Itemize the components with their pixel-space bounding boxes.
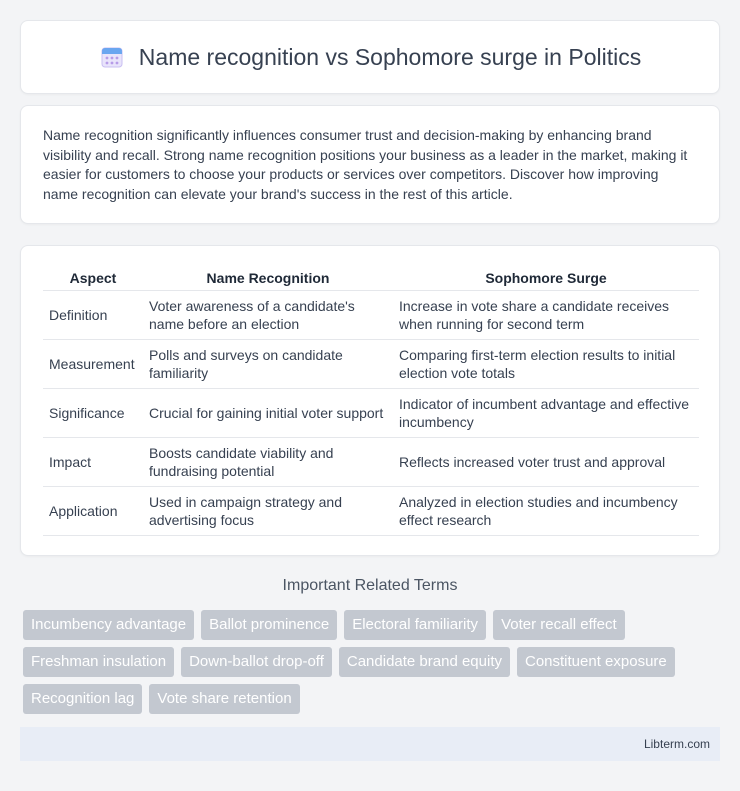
calendar-icon (99, 44, 125, 70)
related-term-tag[interactable]: Recognition lag (23, 684, 142, 714)
comparison-table-card (20, 245, 720, 556)
table-cell-sophomore-surge: Reflects increased voter trust and approval (393, 438, 699, 487)
comparison-table (43, 264, 699, 536)
related-term-tag[interactable]: Ballot prominence (201, 610, 337, 640)
footer (20, 727, 720, 761)
related-term-tag[interactable]: Incumbency advantage (23, 610, 194, 640)
table-cell-sophomore-surge: Indicator of incumbent advantage and effective incumbency (393, 389, 699, 438)
table-cell-sophomore-surge: Comparing first-term election results to initial election vote totals (393, 340, 699, 389)
table-cell-name-recognition: Used in campaign strategy and advertising focus (143, 487, 393, 536)
page-title: Name recognition vs Sophomore surge in Politics (138, 43, 642, 70)
intro-text: Name recognition significantly influences consumer trust and decision-making by enhancing brand visibility and recall. Strong name recognition positions your business as a leader in the market, making it easier for customers to choose your products or services over competitors. Discover how improving name recognition can elevate your brand's success in the rest of this article. (43, 127, 688, 202)
table-cell-aspect: Measurement (43, 340, 143, 389)
related-term-tag[interactable]: Vote share retention (149, 684, 299, 714)
related-term-tag[interactable]: Voter recall effect (493, 610, 625, 640)
related-term-tag[interactable]: Electoral familiarity (344, 610, 486, 640)
table-cell-name-recognition: Polls and surveys on candidate familiarity (143, 340, 393, 389)
column-header-name-recognition: Name Recognition (143, 264, 393, 291)
table-row (43, 487, 699, 536)
table-cell-sophomore-surge: Analyzed in election studies and incumbency effect research (393, 487, 699, 536)
table-row (43, 340, 699, 389)
intro-card (20, 105, 720, 224)
related-terms-title: Important Related Terms (282, 577, 458, 594)
column-header-sophomore-surge: Sophomore Surge (393, 264, 699, 291)
related-term-tag[interactable]: Freshman insulation (23, 647, 174, 677)
table-row (43, 438, 699, 487)
table-cell-aspect: Application (43, 487, 143, 536)
table-cell-aspect: Significance (43, 389, 143, 438)
table-cell-aspect: Definition (43, 291, 143, 340)
footer-site-link[interactable]: Libterm.com (643, 737, 710, 751)
related-term-tag[interactable]: Down-ballot drop-off (181, 647, 332, 677)
table-header-row (43, 264, 699, 291)
table-cell-name-recognition: Boosts candidate viability and fundraising potential (143, 438, 393, 487)
table-row (43, 291, 699, 340)
related-term-tag[interactable]: Constituent exposure (517, 647, 675, 677)
related-terms-list (23, 610, 723, 714)
table-row (43, 389, 699, 438)
table-cell-aspect: Impact (43, 438, 143, 487)
table-cell-sophomore-surge: Increase in vote share a candidate receives when running for second term (393, 291, 699, 340)
header-card (20, 20, 720, 94)
table-cell-name-recognition: Voter awareness of a candidate's name before an election (143, 291, 393, 340)
column-header-aspect: Aspect (43, 264, 143, 291)
related-term-tag[interactable]: Candidate brand equity (339, 647, 510, 677)
table-cell-name-recognition: Crucial for gaining initial voter support (143, 389, 393, 438)
